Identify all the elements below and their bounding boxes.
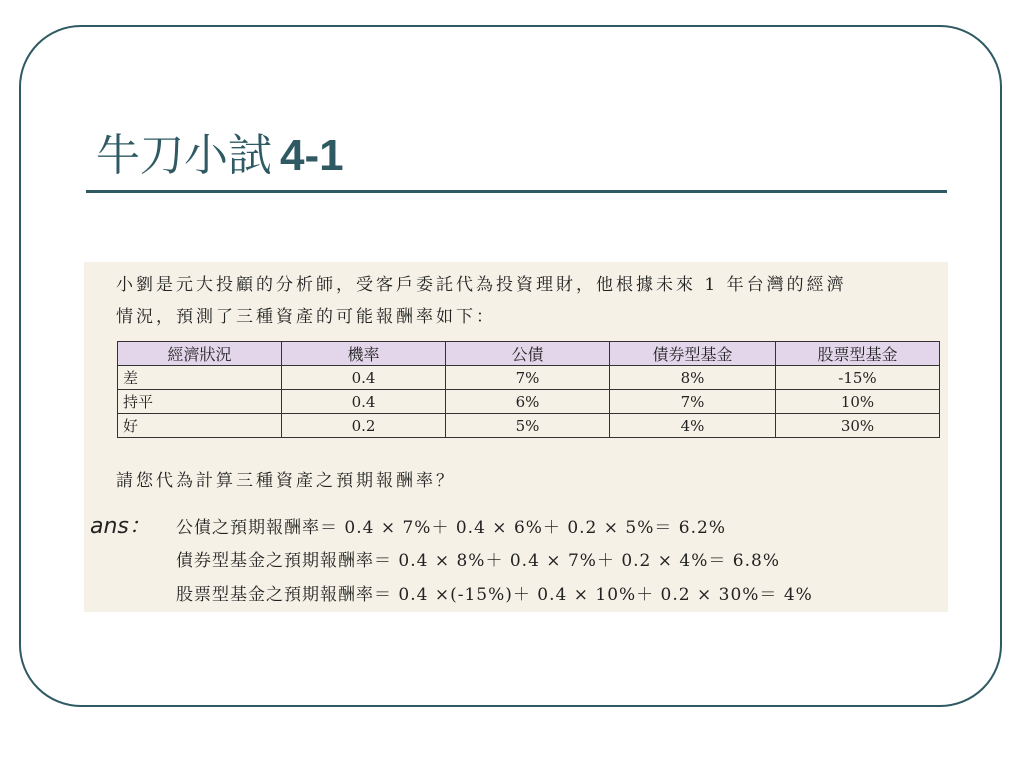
return-table xyxy=(117,341,940,438)
table-cell: 0.4 xyxy=(282,366,446,390)
answer-line-bonds: 公債之預期報酬率＝ 0.4 × 7%＋ 0.4 × 6%＋ 0.2 × 5%＝ 6.2% xyxy=(176,518,726,538)
table-row xyxy=(118,390,940,414)
answer-line-bond-fund: 債券型基金之預期報酬率＝ 0.4 × 8%＋ 0.4 × 7%＋ 0.2 × 4%＝ 6.8% xyxy=(176,551,780,571)
table-cell: 5% xyxy=(446,414,610,438)
intro-line-1: 小劉是元大投顧的分析師，受客戶委託代為投資理財，他根據未來 1 年台灣的經濟 xyxy=(116,275,847,295)
slide-title xyxy=(96,128,344,184)
table-cell: 4% xyxy=(610,414,776,438)
header-economy: 經濟狀況 xyxy=(118,342,282,366)
table-cell: 差 xyxy=(118,366,282,390)
table-row xyxy=(118,414,940,438)
question-line: 請您代為計算三種資產之預期報酬率？ xyxy=(116,471,456,491)
title-number: 4-1 xyxy=(280,131,344,180)
table-cell: 0.2 xyxy=(282,414,446,438)
table-cell: 0.4 xyxy=(282,390,446,414)
table-header-row xyxy=(118,342,940,366)
table-cell: 6% xyxy=(446,390,610,414)
table-cell: 30% xyxy=(776,414,940,438)
answer-mark xyxy=(90,509,151,540)
scanned-problem-image xyxy=(84,262,948,612)
table-row xyxy=(118,366,940,390)
answer-colon: ： xyxy=(128,514,151,539)
table-cell: 7% xyxy=(446,366,610,390)
intro-line-2: 情況，預測了三種資產的可能報酬率如下： xyxy=(116,307,496,327)
table-cell: 好 xyxy=(118,414,282,438)
answer-line-stock-fund: 股票型基金之預期報酬率＝ 0.4 ×(-15%)＋ 0.4 × 10%＋ 0.2 × 30%＝ 4% xyxy=(176,585,813,605)
table-cell: -15% xyxy=(776,366,940,390)
table-cell: 8% xyxy=(610,366,776,390)
title-underline xyxy=(86,190,947,193)
table-cell: 7% xyxy=(610,390,776,414)
header-bonds: 公債 xyxy=(446,342,610,366)
table-cell: 10% xyxy=(776,390,940,414)
table-cell: 持平 xyxy=(118,390,282,414)
answer-label: ans xyxy=(90,514,129,539)
header-bond-fund: 債券型基金 xyxy=(610,342,776,366)
title-prefix: 牛刀小試 xyxy=(96,130,272,181)
header-stock-fund: 股票型基金 xyxy=(776,342,940,366)
header-probability: 機率 xyxy=(282,342,446,366)
